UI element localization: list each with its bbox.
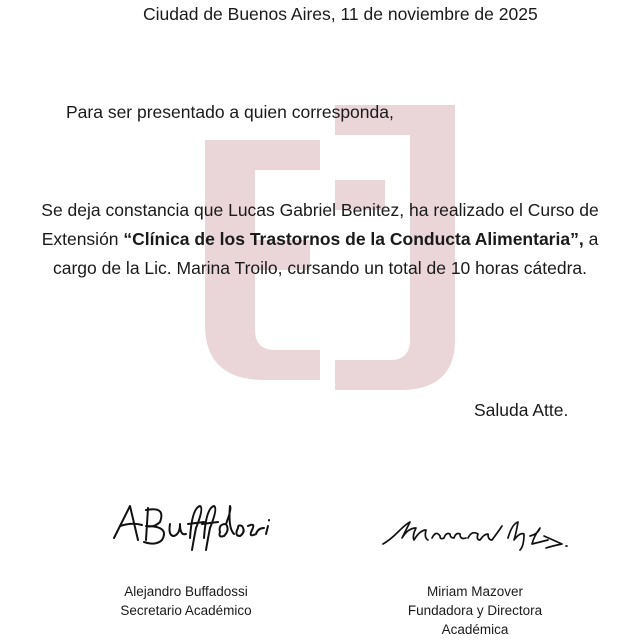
letter-body-details: a cargo de la Lic. Marina Troilo, cursando un total de 10 horas cátedra.	[52, 229, 599, 278]
signatory-role-cont: Académica	[441, 622, 509, 637]
signatory-name: Alejandro Buffadossi	[124, 584, 248, 599]
letter-closing: Saluda Atte.	[474, 400, 569, 420]
signatory-mazover	[380, 582, 570, 639]
signatory-role: Fundadora y Directora	[407, 603, 543, 618]
letter-body	[40, 196, 600, 283]
course-name: “Clínica de los Trastornos de la Conducta Alimentaria”,	[123, 229, 584, 249]
signatory-buffadossi	[96, 582, 276, 620]
letter-greeting: Para ser presentado a quien corresponda,	[66, 102, 394, 122]
signature-mazover	[380, 516, 575, 554]
signatory-name: Miriam Mazover	[426, 584, 523, 599]
letter-body-intro: Se deja constancia que Lucas Gabriel Benitez, ha realizado el Curso de Extensión	[41, 200, 599, 249]
signature-buffadossi	[108, 498, 278, 560]
letter-date: Ciudad de Buenos Aires, 11 de noviembre de 2025	[143, 4, 538, 24]
signatory-role: Secretario Académico	[120, 603, 252, 618]
